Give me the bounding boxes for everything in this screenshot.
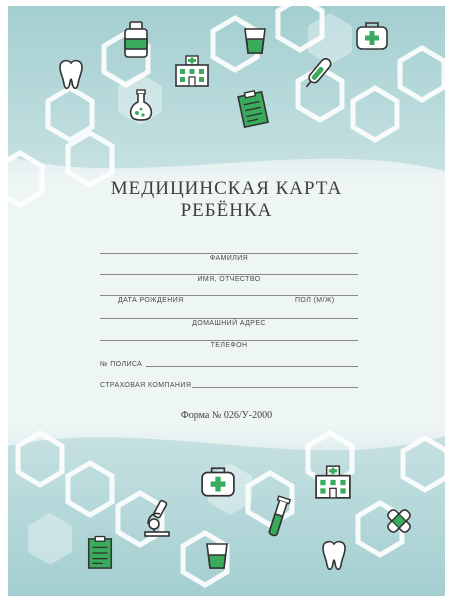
sex-label: ПОЛ (М/Ж) xyxy=(295,297,335,304)
hospital-icon xyxy=(174,54,210,88)
medicine-bottle-icon xyxy=(121,20,151,60)
first-aid-kit-icon xyxy=(200,465,236,499)
insurance-company-label: СТРАХОВАЯ КОМПАНИЯ xyxy=(100,382,192,389)
phone-field[interactable] xyxy=(100,340,358,353)
clipboard-icon xyxy=(84,534,116,572)
card-cover xyxy=(8,6,445,596)
name-patronymic-field[interactable] xyxy=(100,274,358,287)
beaker-icon xyxy=(203,541,231,571)
beaker-icon xyxy=(241,26,269,56)
title-line-2: РЕБЁНКА xyxy=(180,200,273,221)
insurance-company-field[interactable] xyxy=(100,377,358,389)
page-title xyxy=(8,178,445,222)
home-address-field[interactable] xyxy=(100,318,358,331)
phone-label: ТЕЛЕФОН xyxy=(210,342,248,349)
first-aid-kit-icon xyxy=(355,20,389,52)
title-line-1: МЕДИЦИНСКАЯ КАРТА xyxy=(110,178,343,199)
form-number: Форма № 026/У-2000 xyxy=(180,410,273,421)
hospital-icon xyxy=(314,464,352,500)
home-address-label: ДОМАШНИЙ АДРЕС xyxy=(192,320,266,327)
thermometer-icon xyxy=(302,54,334,92)
insurance-company-line xyxy=(192,387,358,388)
surname-label: ФАМИЛИЯ xyxy=(209,255,249,262)
policy-number-label: № ПОЛИСА xyxy=(100,361,143,368)
name-patronymic-label: ИМЯ, ОТЧЕСТВО xyxy=(197,276,261,283)
flask-icon xyxy=(126,88,156,124)
tooth-icon xyxy=(56,58,86,92)
tooth-icon xyxy=(319,539,349,573)
surname-field[interactable] xyxy=(100,253,358,266)
test-tube-icon xyxy=(263,495,293,541)
birth-date-label: ДАТА РОЖДЕНИЯ xyxy=(118,297,184,304)
policy-number-field[interactable] xyxy=(100,356,358,368)
microscope-icon xyxy=(140,498,176,538)
clipboard-icon xyxy=(236,90,270,128)
policy-number-line xyxy=(146,366,358,367)
bandage-icon xyxy=(384,506,414,536)
birth-date-sex-field[interactable] xyxy=(100,295,358,308)
